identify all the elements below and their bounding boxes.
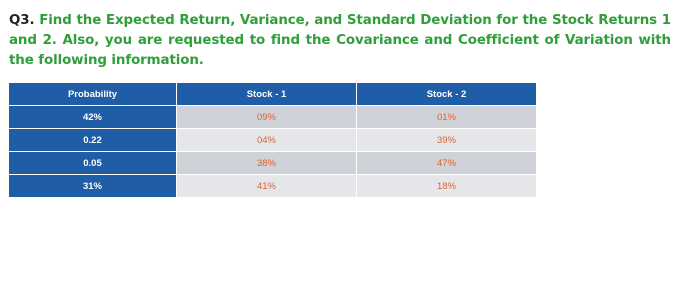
- question-number: Q3.: [9, 13, 35, 28]
- stock-1-cell: 41%: [177, 175, 357, 198]
- stock-2-cell: 39%: [357, 129, 537, 152]
- table-row: [9, 129, 537, 152]
- stock-1-cell: 38%: [177, 152, 357, 175]
- question-text: [9, 11, 671, 71]
- probability-cell: 0.05: [9, 152, 177, 175]
- stock-1-cell: 04%: [177, 129, 357, 152]
- stock-1-cell: 09%: [177, 106, 357, 129]
- table-row: [9, 152, 537, 175]
- stock-2-cell: 18%: [357, 175, 537, 198]
- probability-cell: 0.22: [9, 129, 177, 152]
- stock-2-cell: 01%: [357, 106, 537, 129]
- table-row: [9, 175, 537, 198]
- table-header-row: [9, 83, 537, 106]
- probability-cell: 31%: [9, 175, 177, 198]
- header-stock-2: Stock - 2: [357, 83, 537, 106]
- data-table: [9, 83, 537, 198]
- header-probability: Probability: [9, 83, 177, 106]
- table-row: [9, 106, 537, 129]
- header-stock-1: Stock - 1: [177, 83, 357, 106]
- stock-2-cell: 47%: [357, 152, 537, 175]
- probability-cell: 42%: [9, 106, 177, 129]
- question-body: Find the Expected Return, Variance, and Standard Deviation for the Stock Returns 1 and 2. Also, you are requested to find the Covariance and Coefficient of Variation with the following information.: [9, 13, 671, 68]
